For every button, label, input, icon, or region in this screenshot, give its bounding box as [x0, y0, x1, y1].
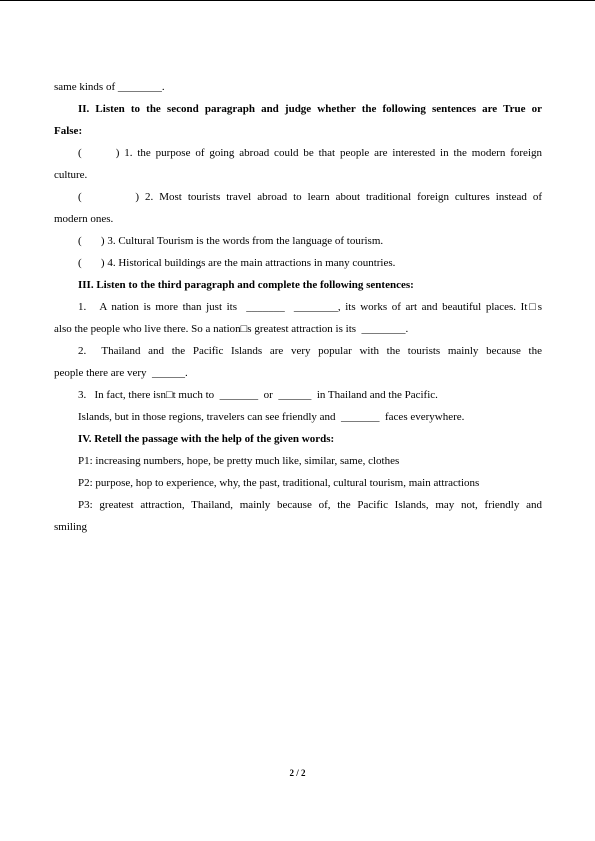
- true-false-item-3: ( ) 3. Cultural Tourism is the words from the language of tourism.: [78, 235, 384, 247]
- completion-item-1: 1. A nation is more than just its _______ ________, its works of art and beautiful places. It□s: [78, 301, 542, 313]
- completion-item-2: 2. Thailand and the Pacific Islands are very popular with the tourists mainly because the: [78, 345, 542, 357]
- text-line: Islands, but in those regions, travelers can see friendly and _______ faces everywhere.: [78, 411, 465, 423]
- section-heading: II. Listen to the second paragraph and judge whether the following sentences are True or: [78, 103, 542, 115]
- header-rule: [0, 0, 595, 1]
- true-false-item-4: ( ) 4. Historical buildings are the main attractions in many countries.: [78, 257, 396, 269]
- page-number: 2 / 2: [289, 768, 306, 778]
- completion-item-3: 3. In fact, there isn□t much to _______ or ______ in Thailand and the Pacific.: [78, 389, 438, 401]
- retell-prompt-p2: P2: purpose, hop to experience, why, the past, traditional, cultural tourism, main attractions: [78, 477, 480, 489]
- retell-prompt-p1: P1: increasing numbers, hope, be pretty much like, similar, same, clothes: [78, 455, 400, 467]
- text-line: same kinds of ________.: [54, 81, 165, 93]
- section-heading: IV. Retell the passage with the help of the given words:: [78, 433, 335, 445]
- true-false-item-2: ( ) 2. Most tourists travel abroad to learn about traditional foreign cultures instead of: [78, 191, 542, 203]
- section-heading: III. Listen to the third paragraph and complete the following sentences:: [78, 279, 414, 291]
- text-line: modern ones.: [54, 213, 114, 225]
- text-line: people there are very ______.: [54, 367, 188, 379]
- true-false-item-1: ( ) 1. the purpose of going abroad could be that people are interested in the modern foreign: [78, 147, 542, 159]
- section-heading-continued: False:: [54, 125, 83, 137]
- text-line: also the people who live there. So a nation□s greatest attraction is its ________.: [54, 323, 409, 335]
- text-line: culture.: [54, 169, 88, 181]
- text-line: smiling: [54, 521, 88, 533]
- retell-prompt-p3: P3: greatest attraction, Thailand, mainly because of, the Pacific Islands, may not, friendly and: [78, 499, 542, 511]
